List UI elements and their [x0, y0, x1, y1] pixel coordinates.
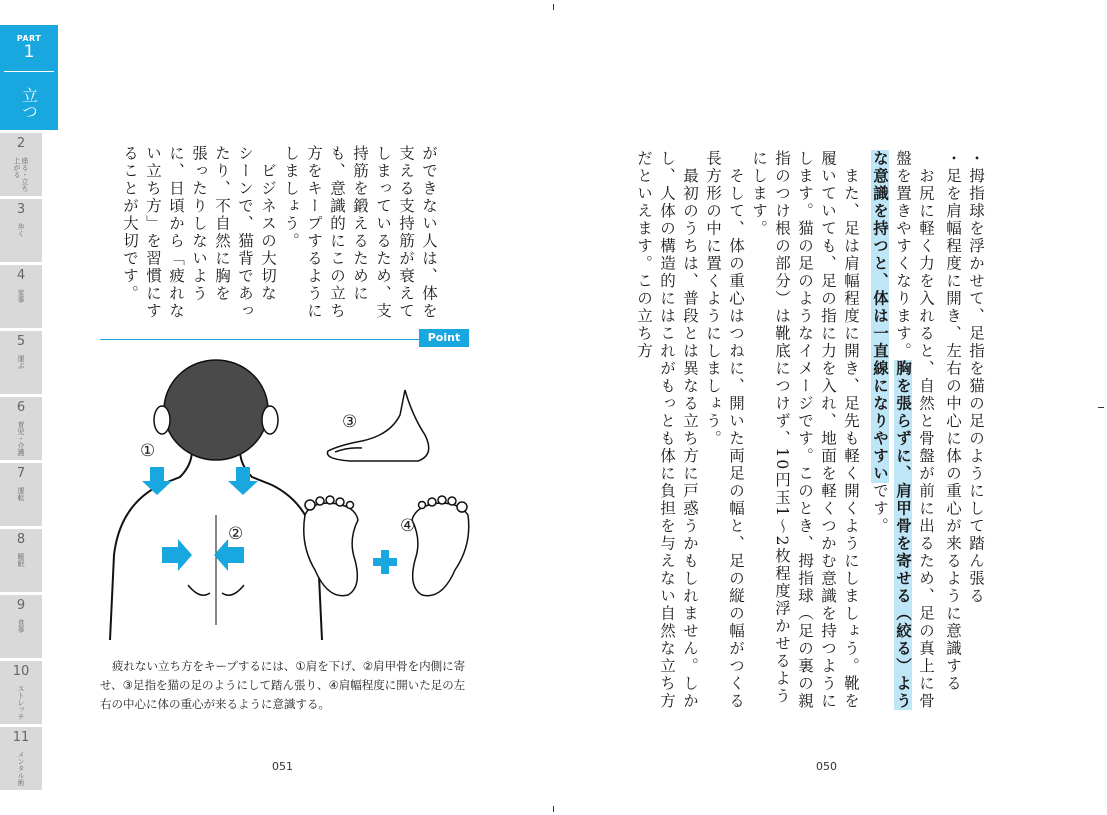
posture-illustration	[100, 355, 480, 645]
chapter-tab[interactable]	[0, 727, 42, 790]
foot-soles	[304, 496, 469, 596]
paragraph-4: 最初のうちは、普段とは異なる立ち方に戸惑うかもしれません。しかし、人体の構造的にはこれがもっとも体に負担を与えない自然な立ち方だといえます。この立ち方	[635, 150, 699, 710]
chapter-tab-label-wrap	[0, 157, 42, 193]
chapter-tab[interactable]	[0, 397, 42, 460]
point-rule	[100, 339, 430, 340]
part-label: PART	[16, 34, 42, 43]
chapter-tab-number: 8	[16, 532, 26, 547]
text-line: ビジネスの大切な	[259, 145, 277, 303]
chapter-tab-label-wrap	[0, 487, 42, 523]
chapter-tab-number: 5	[16, 334, 26, 349]
text-line: ができない人は、体を	[420, 145, 438, 320]
text-line: 支える支持筋が衰えて	[397, 145, 415, 320]
chapter-tab-label: 座る・立ち上がる	[13, 157, 29, 192]
chapter-tab[interactable]	[0, 529, 42, 592]
caption-line: 右の中心に体の重心が来るように意識する。	[100, 697, 330, 711]
page-number-right: 050	[816, 760, 837, 773]
chapter-tab-number: 6	[16, 400, 26, 415]
figure-label-2: ②	[228, 524, 244, 544]
text-line: 持筋を鍛えるために	[351, 145, 369, 303]
bullet-item: ・拇指球を浮かせて、足指を猫の足のようにして踏ん張る	[967, 150, 985, 605]
paragraph-1	[868, 150, 937, 710]
text-line: たり、不自然に胸を	[213, 145, 231, 303]
part-title: 立つ	[19, 87, 39, 119]
chapter-tab-label-wrap	[0, 421, 42, 457]
chapter-tab[interactable]	[0, 463, 42, 526]
chapter-tab-label: ストレッチ	[17, 685, 25, 720]
chapter-tab-label: 運ぶ	[17, 355, 25, 369]
figure-label-3: ③	[342, 412, 358, 432]
figure-label-4: ④	[400, 516, 416, 536]
figure-label-1: ①	[140, 441, 156, 461]
crop-mark	[553, 4, 554, 10]
left-page-text	[118, 145, 440, 345]
chapter-tab-label: 食事	[17, 619, 25, 633]
tab-divider	[4, 71, 54, 72]
chapter-tab-number: 2	[16, 136, 26, 151]
chapter-tab-number: 11	[12, 730, 30, 745]
text-line: も、意識的にこの立ち	[328, 145, 346, 320]
chapter-tab-label-wrap	[0, 751, 42, 787]
chapter-tab[interactable]	[0, 595, 42, 658]
chapter-tab[interactable]	[0, 199, 42, 262]
chapter-tab-label: 歩く	[17, 223, 25, 237]
text-line: 張ったりしないよう	[190, 145, 208, 303]
chapter-tab-label: 運転	[17, 487, 25, 501]
chapter-tab-label: 家事	[17, 289, 25, 303]
caption-line: 疲れない立ち方をキープするには、①肩を下げ、②肩甲骨を内側に寄	[112, 659, 466, 673]
chapter-tab-number: 10	[12, 664, 30, 679]
chapter-tab-label-wrap	[0, 685, 42, 721]
chapter-tab-active[interactable]	[0, 25, 58, 130]
chapter-tab[interactable]	[0, 661, 42, 724]
chapter-tab-number: 7	[16, 466, 26, 481]
chapter-tab-label-wrap	[0, 223, 42, 259]
paragraph-2: また、足は肩幅程度に開き、足先も軽く開くようにしましょう。靴を履いていても、足の指に力を入れ、地面を軽くつかむ意識を持つようにします。猫の足のようなイメージです。このとき、拇指球（足の裏の親指のつけ根の部分）は靴底につけず、10円玉1〜2枚程度浮かせるようにします。	[750, 150, 860, 710]
chapter-tab[interactable]	[0, 331, 42, 394]
text-line: しましょう。	[282, 145, 300, 250]
right-page-text	[632, 150, 987, 710]
crop-mark	[553, 806, 554, 812]
text-line: シーンで、猫背であっ	[236, 145, 254, 320]
point-badge: Point	[419, 329, 469, 347]
crop-mark	[1098, 407, 1104, 408]
p1-tail: です。	[871, 482, 889, 535]
chapter-sidebar	[0, 25, 58, 790]
emphasis-highlight: 胸を張らずに、肩甲骨を寄せる（絞る）ような意識を持つと、体は一直線になりやすい	[871, 150, 912, 710]
chapter-tab[interactable]	[0, 265, 42, 328]
chapter-tab-label-wrap	[0, 289, 42, 325]
figure-caption	[100, 657, 475, 714]
chapter-tab-label: 育児・介護	[17, 421, 25, 456]
text-line: い立ち方」を習慣にす	[144, 145, 162, 320]
chapter-tab-label: メンタル術	[17, 751, 25, 786]
bullet-item: ・足を肩幅程度に開き、左右の中心に体の重心が来るように意識する	[944, 150, 962, 693]
text-line: しまっているため、支	[374, 145, 392, 320]
chapter-tab-number: 3	[16, 202, 26, 217]
chapter-tab-number: 9	[16, 598, 26, 613]
caption-line: せ、③足指を猫の足のようにして踏ん張り、④肩幅程度に開いた足の左	[100, 678, 466, 692]
text-line: に、日頃から「疲れな	[167, 145, 185, 320]
chapter-tab-label: 睡眠	[17, 553, 25, 567]
chapter-tab[interactable]	[0, 133, 42, 196]
page-number-left: 051	[272, 760, 293, 773]
chapter-tab-number: 4	[16, 268, 26, 283]
chapter-tab-label-wrap	[0, 355, 42, 391]
paragraph-3: そして、体の重心はつねに、開いた両足の幅と、足の縦の幅がつくる長方形の中に置くようにしましょう。	[704, 150, 745, 710]
p1-text: お尻に軽く力を入れると、自然と骨盤が前に出るため、足の真上に骨盤を置きやすくなります。	[894, 150, 935, 710]
chapter-tab-label-wrap	[0, 553, 42, 589]
text-line: ることが大切です。	[121, 145, 139, 303]
chapter-tab-label-wrap	[0, 619, 42, 655]
back-figure	[110, 360, 322, 640]
part-number: 1	[23, 42, 35, 62]
text-line: 方をキープするように	[305, 145, 323, 320]
